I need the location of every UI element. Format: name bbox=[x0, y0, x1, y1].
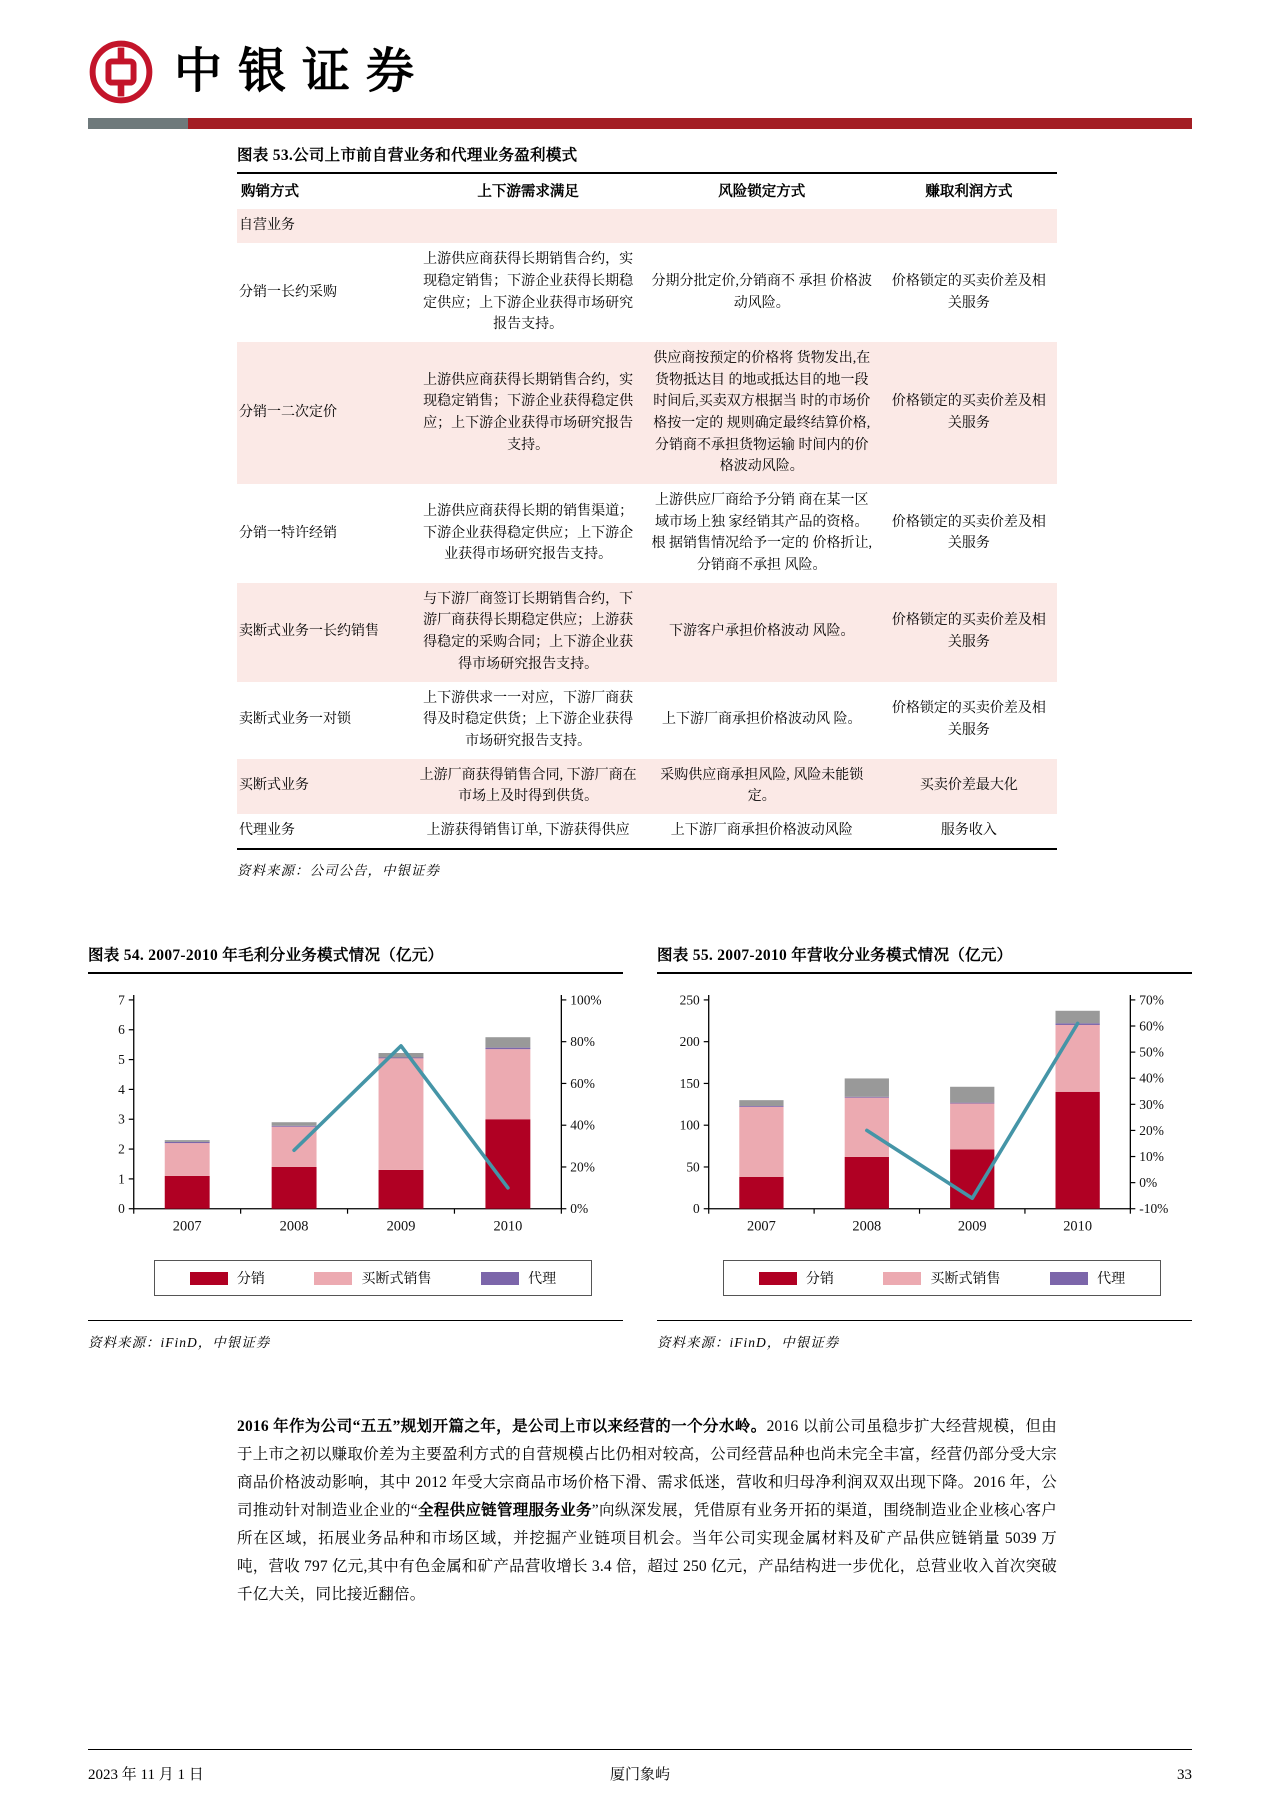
table-cell: 分销一特许经销 bbox=[239, 525, 337, 541]
paragraph-segment: 2016 以前公司虽稳步扩大经营规模，但由于上市之初以赚取价差为主要盈利方式的自营规模占比仍相对较高，公司经营品种也尚未完全丰富，经营仍部分受大宗商品价格波动影响，其中 2012 年受大宗商品市场价格下滑、需求低迷，营收和归母净利润双双出现下降。2016 年，公司推动针对制造业企业的“ bbox=[237, 1418, 1057, 1519]
footer-company: 厦门象屿 bbox=[609, 1767, 670, 1783]
svg-text:7: 7 bbox=[118, 992, 125, 1008]
footer-rule bbox=[88, 1749, 1192, 1750]
table-cell: 自营业务 bbox=[239, 218, 295, 234]
legend-swatch bbox=[1050, 1272, 1088, 1285]
svg-text:1: 1 bbox=[118, 1171, 125, 1187]
table-cell: 买断式业务 bbox=[239, 778, 309, 794]
table-row bbox=[237, 583, 1057, 682]
svg-text:2010: 2010 bbox=[493, 1218, 523, 1235]
legend-item bbox=[1050, 1268, 1125, 1288]
figure55-title: 图表 55. 2007-2010 年营收分业务模式情况（亿元） bbox=[657, 943, 1192, 974]
table-cell: 卖断式业务一长约销售 bbox=[239, 624, 379, 640]
svg-text:5: 5 bbox=[118, 1051, 125, 1067]
svg-text:2008: 2008 bbox=[279, 1218, 309, 1235]
svg-text:60%: 60% bbox=[570, 1075, 595, 1091]
legend-label: 代理 bbox=[528, 1272, 557, 1288]
brand-name: 中银证券 bbox=[174, 45, 431, 98]
legend-item bbox=[481, 1268, 556, 1288]
table-cell: 下游客户承担价格波动 风险。 bbox=[669, 624, 855, 640]
figure53-source: 资料来源：公司公告，中银证券 bbox=[237, 862, 440, 878]
table-row bbox=[237, 814, 1057, 848]
svg-text:100: 100 bbox=[679, 1117, 700, 1133]
figure54-title: 图表 54. 2007-2010 年毛利分业务模式情况（亿元） bbox=[88, 943, 623, 974]
svg-text:10%: 10% bbox=[1139, 1148, 1164, 1164]
legend-swatch bbox=[759, 1272, 797, 1285]
svg-text:4: 4 bbox=[118, 1081, 125, 1097]
column-header-3: 赚取利润方式 bbox=[925, 184, 1013, 200]
paragraph-bold-segment: 2016 年作为公司“五五”规划开篇之年，是公司上市以来经营的一个分水岭。 bbox=[237, 1418, 767, 1436]
svg-text:70%: 70% bbox=[1139, 992, 1164, 1008]
legend-item bbox=[759, 1268, 834, 1288]
table-cell bbox=[643, 209, 881, 243]
figure55-source: 资料来源：iFinD，中银证券 bbox=[657, 1320, 1192, 1351]
table-row bbox=[237, 484, 1057, 583]
revenue-chart-column bbox=[657, 943, 1192, 1352]
column-header-2: 风险锁定方式 bbox=[718, 184, 806, 200]
brand-row bbox=[88, 36, 1192, 108]
revenue-stacked-chart bbox=[657, 984, 1192, 1249]
legend-item bbox=[314, 1268, 431, 1288]
table-row bbox=[237, 342, 1057, 484]
banner-gray-segment bbox=[88, 118, 188, 129]
table-row bbox=[237, 243, 1057, 342]
table-cell: 价格锁定的买卖价差及相关服务 bbox=[891, 394, 1046, 431]
paragraph-segment: ”向纵深发展，凭借原有业务开拓的渠道，围绕制造业企业核心客户所在区域，拓展业务品种和市场区域，并挖掘产业链项目机会。当年公司实现金属材料及矿产品供应链销量 5039 万吨，营收 797 亿元,其中有色金属和矿产品营收增长 3.4 倍，超过 250 亿元，产品结构进一步优化，总营业收入首次突破千亿大关，同比接近翻倍。 bbox=[237, 1501, 1058, 1603]
banner-red-segment bbox=[188, 118, 1192, 129]
table-cell: 上游厂商获得销售合同, 下游厂商在市场上及时得到供货。 bbox=[419, 767, 637, 805]
legend-label: 买断式销售 bbox=[361, 1272, 432, 1288]
table-cell: 服务收入 bbox=[940, 822, 997, 838]
svg-text:2007: 2007 bbox=[747, 1218, 776, 1235]
figure54-source: 资料来源：iFinD，中银证券 bbox=[88, 1320, 623, 1351]
body-paragraph bbox=[237, 1413, 1057, 1608]
table-cell: 卖断式业务一对锁 bbox=[239, 712, 351, 728]
svg-text:60%: 60% bbox=[1139, 1018, 1164, 1034]
table-cell: 价格锁定的买卖价差及相关服务 bbox=[891, 514, 1046, 552]
svg-text:-10%: -10% bbox=[1139, 1200, 1169, 1216]
figure53-section bbox=[237, 143, 1057, 879]
column-header-1: 上下游需求满足 bbox=[477, 184, 579, 200]
table-cell: 上下游厂商承担价格波动风 险。 bbox=[662, 712, 862, 728]
svg-text:2009: 2009 bbox=[957, 1218, 987, 1235]
svg-text:80%: 80% bbox=[570, 1033, 595, 1049]
table-cell: 代理业务 bbox=[239, 822, 295, 838]
gross-profit-chart-column bbox=[88, 943, 623, 1352]
table-head bbox=[237, 174, 1057, 209]
table-cell bbox=[413, 209, 643, 243]
svg-text:100%: 100% bbox=[570, 992, 602, 1008]
svg-text:30%: 30% bbox=[1139, 1096, 1164, 1112]
svg-text:200: 200 bbox=[679, 1033, 700, 1049]
column-header-0: 购销方式 bbox=[241, 184, 299, 200]
chart55-svg bbox=[657, 984, 1192, 1249]
gross-profit-stacked-chart bbox=[88, 984, 623, 1249]
table-row bbox=[237, 759, 1057, 814]
table-cell: 上游供应厂商给予分销 商在某一区域市场上独 家经销其产品的资格。根 据销售情况给予一定的 价格折让,分销商不承担 风险。 bbox=[651, 493, 873, 574]
report-header bbox=[0, 0, 1280, 129]
table-cell: 上游供应商获得长期的销售渠道；下游企业获得稳定供应；上下游企业获得市场研究报告支持。 bbox=[423, 503, 634, 563]
svg-text:50: 50 bbox=[686, 1159, 700, 1175]
legend-item bbox=[883, 1268, 1000, 1288]
table-cell bbox=[881, 209, 1057, 243]
legend-label: 分销 bbox=[805, 1272, 834, 1288]
boc-logo-icon bbox=[88, 39, 154, 105]
svg-text:250: 250 bbox=[679, 992, 700, 1008]
svg-text:40%: 40% bbox=[570, 1117, 595, 1133]
table-row bbox=[237, 209, 1057, 243]
table-cell: 供应商按预定的价格将 货物发出,在货物抵达目 的地或抵达目的地一段 时间后,买卖双方根据当 时的市场价格按一定的 规则确定最终结算价格, 分销商不承担货物运输 时间内的价格波动风险。 bbox=[653, 350, 871, 475]
table-cell: 上游供应商获得长期销售合约，实现稳定销售；下游企业获得长期稳定供应；上下游企业获得市场研究报告支持。 bbox=[423, 252, 634, 333]
chart54-svg bbox=[88, 984, 623, 1249]
table-body bbox=[237, 209, 1057, 847]
svg-text:2009: 2009 bbox=[386, 1218, 416, 1235]
table-cell: 价格锁定的买卖价差及相关服务 bbox=[891, 273, 1046, 311]
footer-page-number: 33 bbox=[1177, 1767, 1192, 1783]
footer-date: 2023 年 11 月 1 日 bbox=[88, 1767, 204, 1783]
legend-swatch bbox=[314, 1272, 352, 1285]
table-row bbox=[237, 682, 1057, 759]
svg-text:150: 150 bbox=[679, 1075, 700, 1091]
svg-text:2010: 2010 bbox=[1063, 1218, 1093, 1235]
legend-swatch bbox=[190, 1272, 228, 1285]
legend-swatch bbox=[883, 1272, 921, 1285]
svg-text:3: 3 bbox=[118, 1111, 125, 1127]
business-mode-table bbox=[237, 174, 1057, 848]
svg-text:6: 6 bbox=[118, 1021, 125, 1037]
svg-text:2007: 2007 bbox=[172, 1218, 202, 1235]
legend-label: 分销 bbox=[236, 1272, 265, 1288]
charts-row bbox=[0, 943, 1280, 1352]
table-cell: 采购供应商承担风险, 风险未能锁定。 bbox=[660, 767, 864, 805]
header-banner bbox=[88, 118, 1192, 129]
table-cell: 上下游厂商承担价格波动风险 bbox=[670, 822, 853, 838]
svg-text:20%: 20% bbox=[1139, 1122, 1164, 1138]
svg-text:50%: 50% bbox=[1139, 1044, 1164, 1060]
svg-text:2: 2 bbox=[118, 1141, 125, 1157]
table-cell: 上游获得销售订单, 下游获得供应 bbox=[426, 822, 630, 838]
figure53-title: 图表 53.公司上市前自营业务和代理业务盈利模式 bbox=[237, 147, 578, 164]
figure54-legend bbox=[154, 1260, 592, 1296]
svg-text:20%: 20% bbox=[570, 1159, 595, 1175]
table-cell: 与下游厂商签订长期销售合约，下游厂商获得长期稳定供应；上游获得稳定的采购合同；上下游企业获得市场研究报告支持。 bbox=[423, 591, 634, 672]
table-cell: 买卖价差最大化 bbox=[919, 778, 1018, 794]
footer-row bbox=[88, 1763, 1192, 1784]
table-cell: 分期分批定价,分销商不 承担 价格波动风险。 bbox=[651, 273, 873, 311]
legend-swatch bbox=[481, 1272, 519, 1285]
svg-text:0%: 0% bbox=[570, 1200, 589, 1216]
svg-text:0%: 0% bbox=[1139, 1174, 1158, 1190]
table-cell: 上游供应商获得长期销售合约，实现稳定销售；下游企业获得稳定供应；上下游企业获得市场研究报告支持。 bbox=[423, 372, 634, 453]
svg-text:0: 0 bbox=[118, 1200, 125, 1216]
svg-text:0: 0 bbox=[693, 1200, 700, 1216]
table-cell: 价格锁定的买卖价差及相关服务 bbox=[891, 613, 1046, 651]
legend-item bbox=[190, 1268, 265, 1288]
table-cell: 上下游供求一一对应，下游厂商获得及时稳定供货；上下游企业获得市场研究报告支持。 bbox=[423, 690, 634, 749]
page-footer bbox=[88, 1749, 1192, 1784]
figure55-legend bbox=[723, 1260, 1161, 1296]
paragraph-bold-segment: 全程供应链管理服务业务 bbox=[417, 1501, 592, 1519]
legend-label: 买断式销售 bbox=[930, 1272, 1001, 1288]
svg-text:2008: 2008 bbox=[852, 1218, 882, 1235]
table-cell: 分销一二次定价 bbox=[239, 405, 337, 421]
table-header-row bbox=[237, 174, 1057, 209]
table-cell: 价格锁定的买卖价差及相关服务 bbox=[891, 701, 1046, 739]
table-cell: 分销一长约采购 bbox=[239, 284, 337, 300]
svg-text:40%: 40% bbox=[1139, 1070, 1164, 1086]
legend-label: 代理 bbox=[1097, 1272, 1126, 1288]
figure53-table-wrap bbox=[237, 172, 1057, 850]
